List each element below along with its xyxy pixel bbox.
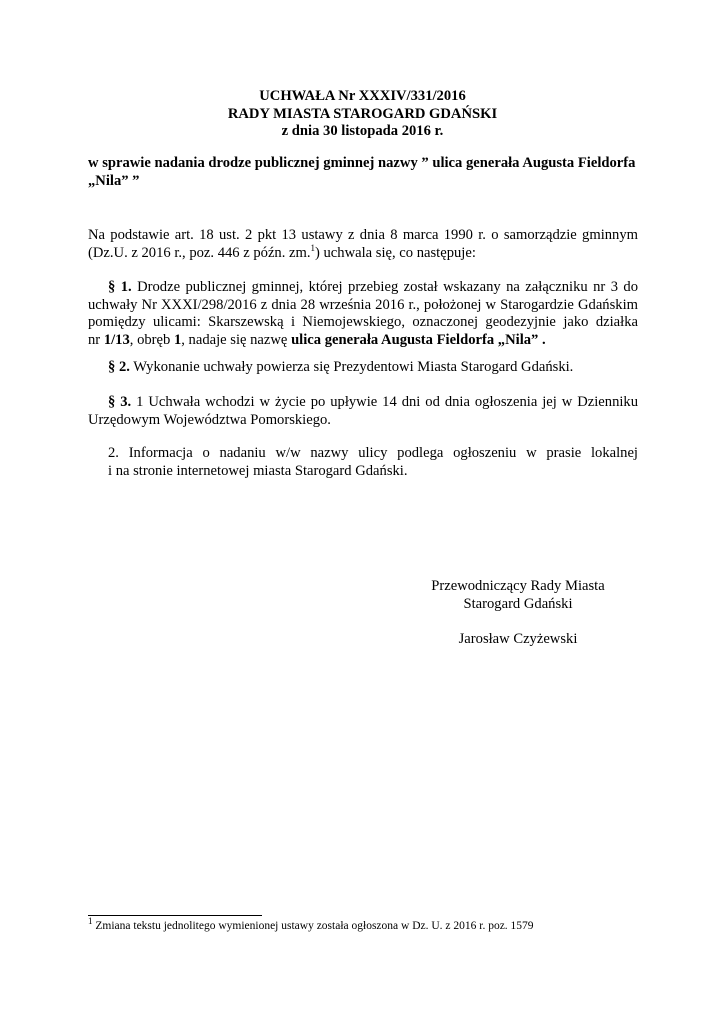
footnote	[88, 916, 534, 932]
resolution-date: z dnia 30 listopada 2016 r.	[281, 123, 444, 139]
preamble	[88, 227, 638, 262]
resolution-number: UCHWAŁA Nr XXXIV/331/2016	[259, 88, 466, 104]
section-3-text-1: 1 Uchwała wchodzi w życie po upływie 14 dni od dnia ogłoszenia jej w Dzienniku	[131, 394, 639, 410]
subject-line-1: w sprawie nadania drodze publicznej gminnej nazwy ” ulica generała Augusta Fieldorfa	[88, 155, 636, 171]
section-1-line-2: uchwały Nr XXXI/298/2016 z dnia 28 września 2016 r., położonej w Starogardzie Gdańskim	[88, 296, 638, 313]
street-name: ulica generała Augusta Fieldorfa „Nila” .	[291, 331, 546, 348]
resolution-subject	[88, 155, 648, 190]
footnote-reference: 1	[310, 242, 315, 253]
precinct-number: 1	[173, 331, 182, 348]
preamble-line-1: Na podstawie art. 18 ust. 2 pkt 13 ustawy z dnia 8 marca 1990 r. o samorządzie gminnym	[88, 227, 638, 243]
section-2-mark: § 2.	[108, 359, 130, 375]
signature-gap	[418, 613, 618, 631]
preamble-line-2	[88, 242, 638, 263]
issuing-body: RADY MIASTA STAROGARD GDAŃSKI	[227, 105, 498, 122]
signatory-title-1: Przewodniczący Rady Miasta	[431, 578, 605, 594]
section-1-text-1: Drodze publicznej gminnej, której przebieg został wskazany na załączniku nr 3 do	[131, 279, 639, 295]
section-3-point-2	[88, 445, 638, 480]
section-3	[88, 394, 638, 429]
section-2-text: Wykonanie uchwały powierza się Prezydentowi Miasta Starogard Gdański.	[129, 359, 574, 375]
section-2	[88, 359, 638, 377]
section-3-mark: § 3.	[108, 394, 132, 410]
resolution-header	[0, 88, 725, 141]
subject-line-2: „Nila” ”	[88, 172, 140, 189]
preamble-text-a: (Dz.U. z 2016 r., poz. 446 z późn. zm.	[88, 244, 311, 261]
preamble-text-b: ) uchwala się, co następuje:	[315, 244, 476, 261]
footnote-text: Zmiana tekstu jednolitego wymienionej ustawy została ogłoszona w Dz. U. z 2016 r. poz. 1579	[92, 920, 534, 932]
section-3-point-2-line-2: i na stronie internetowej miasta Starogard Gdański.	[108, 462, 408, 479]
section-1-mark: § 1.	[108, 279, 132, 295]
footnote-number: 1	[88, 916, 93, 927]
footnote-divider	[88, 915, 262, 916]
section-3-line-1	[88, 394, 638, 412]
section-3-point-2-line-1: 2. Informacja o nadaniu w/w nazwy ulicy podlega ogłoszeniu w prasie lokalnej	[108, 445, 638, 461]
section-1	[88, 279, 638, 349]
section-1-text-4a: nr	[88, 331, 104, 348]
section-1-text-4b: , obręb	[129, 331, 174, 348]
section-2-line	[88, 359, 638, 377]
section-1-text-4c: , nadaje się nazwę	[181, 331, 292, 348]
section-3-line-2: Urzędowym Województwa Pomorskiego.	[88, 411, 331, 428]
parcel-number: 1/13	[103, 331, 130, 348]
signatory-title-2: Starogard Gdański	[463, 595, 573, 612]
signature-block	[418, 578, 618, 648]
section-1-line-4	[88, 332, 638, 350]
section-1-line-3: pomiędzy ulicami: Skarszewską i Niemojewskiego, oznaczonej geodezyjnie jako działka	[88, 314, 638, 330]
section-1-line-1	[88, 279, 638, 297]
signatory-name: Jarosław Czyżewski	[458, 630, 578, 647]
